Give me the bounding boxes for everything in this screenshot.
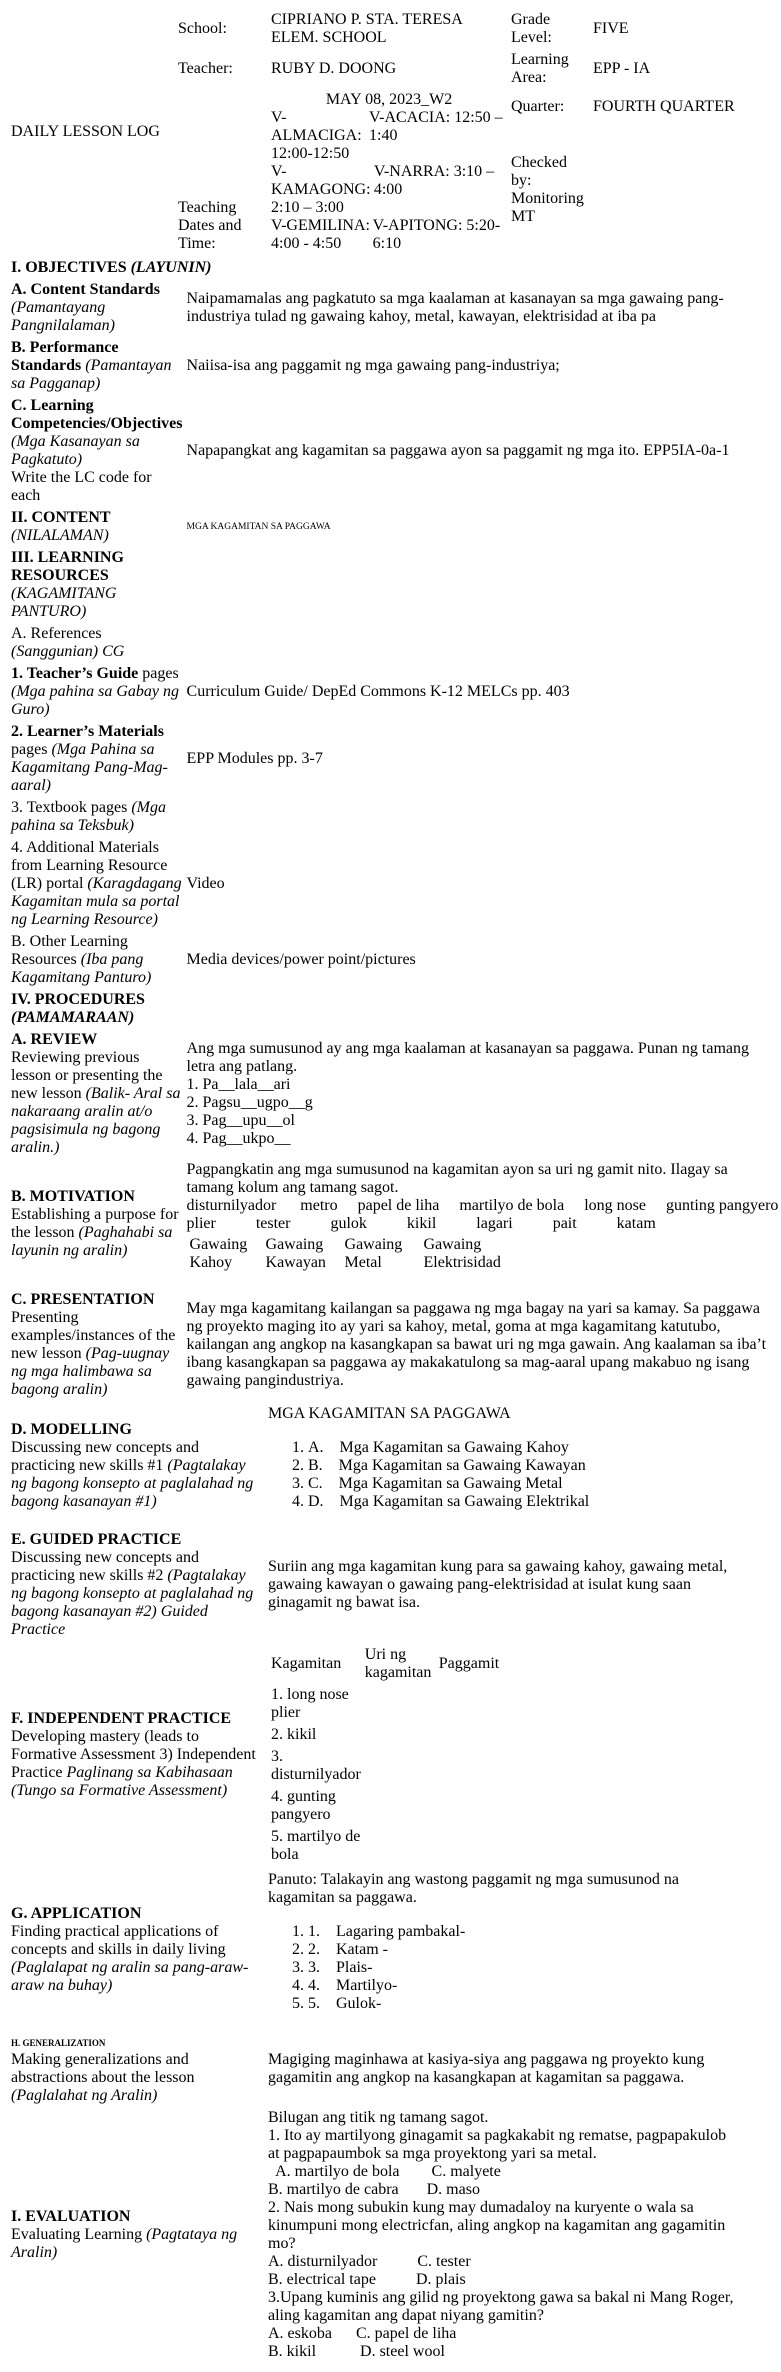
evaluation-line: 2. Nais mong subukin kung may dumadaloy na kuryente o wala sa kinumpuni mong electricfan, aling angkop na kagamitan ang gagamitin mo? <box>268 2199 726 2252</box>
schedule-2: V-ACACIA: 12:50 – 1:40 <box>369 109 503 144</box>
content-std-value: Naipamamalas ang pagkatuto sa mga kaalaman at kasanayan sa mga gawaing pang-industriya tulad ng gawaing kahoy, metal, kawayan, elektrisidad at iba pa <box>186 290 724 325</box>
school-value: CIPRIANO P. STA. TERESA ELEM. SCHOOL <box>271 11 462 46</box>
evaluation-line: B. electrical tape D. plais <box>268 2271 466 2288</box>
content-std-label: A. Content Standards (Pamantayang Pangnilalaman) <box>11 281 160 334</box>
application-content <box>267 1870 737 2030</box>
modelling-item: 2. B. Mga Kagamitan sa Gawaing Kawayan <box>308 1457 736 1475</box>
motivation-grid <box>187 1233 505 1287</box>
ind-header-uri: Uri ng kagamitan <box>364 1646 432 1681</box>
teacher-label: Teacher: <box>178 60 233 77</box>
other-resources-value: Media devices/power point/pictures <box>186 951 416 968</box>
review-content <box>186 1030 780 1158</box>
ind-row-label: 3. disturnilyador <box>271 1748 361 1783</box>
modelling-content <box>267 1404 737 1528</box>
application-item: 3. Plais- <box>308 1959 381 1976</box>
application-intro: Panuto: Talakayin ang wastong paggamit ng mga sumusunod na kagamitan sa paggawa. <box>268 1871 679 1906</box>
teacher-value: RUBY D. DOONG <box>271 60 397 77</box>
review-label: A. REVIEW Reviewing previous lesson or presenting the new lesson (Balik- Aral sa nakaraang aralin at/o pagsisimula ng bagong aralin.) <box>11 1031 181 1156</box>
schedule-cell <box>270 90 508 254</box>
ind-row-label: 2. kikil <box>271 1726 317 1743</box>
ind-row-label: 5. martilyo de bola <box>271 1828 361 1863</box>
evaluation-line: B. kikil D. steel wool <box>268 2343 445 2360</box>
content-value: MGA KAGAMITAN SA PAGGAWA <box>186 522 331 532</box>
checked-label: Checked by: Monitoring MT <box>511 154 584 226</box>
evaluation-line: A. disturnilyador C. tester <box>268 2253 471 2270</box>
motivation-content <box>186 1160 780 1288</box>
perf-std-value: Naiisa-isa ang paggamit ng mga gawaing pang-industriya; <box>186 357 560 374</box>
resources-heading: III. LEARNING RESOURCES (KAGAMITANG PANTURO) <box>11 549 124 620</box>
modelling-item: 1. A. Mga Kagamitan sa Gawaing Kahoy <box>308 1439 736 1457</box>
content-label: II. CONTENT (NILALAMAN) <box>11 509 111 544</box>
ind-header-kagamitan: Kagamitan <box>271 1655 342 1672</box>
schedule-6: V-APITONG: 5:20-6:10 <box>372 217 501 252</box>
generalization-value: Magiging maginhawa at kasiya-siya ang paggawa ng proyekto kung gagamitin ang angkop na kasangkapan at kagamitan sa paggawa. <box>268 2051 705 2086</box>
textbook-label: 3. Textbook pages (Mga pahina sa Teksbuk) <box>11 799 166 834</box>
grid-header-kawayan: Gawaing Kawayan <box>265 1236 326 1271</box>
lm-value: EPP Modules pp. 3-7 <box>186 750 323 767</box>
header-table <box>8 8 745 256</box>
ind-header-paggamit: Paggamit <box>438 1655 500 1672</box>
application-label: G. APPLICATION Finding practical applications of concepts and skills in daily living (Paglalapat ng aralin sa pang-araw-araw na buhay) <box>11 1905 249 1994</box>
other-resources-label: B. Other Learning Resources (Iba pang Kagamitang Panturo) <box>11 933 152 986</box>
schedule-3: V-KAMAGONG: 2:10 – 3:00 <box>271 163 371 216</box>
grid-header-elektrisidad: Gawaing Elektrisidad <box>423 1236 501 1271</box>
application-item: 5. Gulok- <box>308 1995 386 2012</box>
review-item-2: 2. Pagsu__ugpo__g <box>186 1094 313 1111</box>
evaluation-line: B. martilyo de cabra D. maso <box>268 2181 480 2198</box>
modelling-item: 4. D. Mga Kagamitan sa Gawaing Elektrikal <box>308 1493 736 1511</box>
area-value: EPP - IA <box>593 60 651 77</box>
dates-label: Teaching Dates and Time: <box>178 199 242 252</box>
review-item-3: 3. Pag__upu__ol <box>186 1112 295 1129</box>
independent-content <box>267 1642 737 1868</box>
objectives-heading: I. OBJECTIVES (LAYUNIN) <box>11 259 212 276</box>
modelling-heading: MGA KAGAMITAN SA PAGGAWA <box>268 1405 511 1422</box>
logo-cell <box>10 10 175 254</box>
page-title: DAILY LESSON LOG <box>11 123 160 140</box>
quarter-label: Quarter: <box>511 98 565 116</box>
perf-std-label: B. Performance Standards (Pamantayan sa Pagganap) <box>11 339 172 392</box>
ind-row-label: 4. gunting pangyero <box>271 1788 336 1823</box>
schedule-1: V-ALMACIGA: 12:00-12:50 <box>271 109 362 162</box>
motivation-words-2: plier tester gulok kikil lagari pait katam <box>186 1215 656 1232</box>
review-item-4: 4. Pag__ukpo__ <box>186 1130 291 1147</box>
ind-row-label: 1. long nose plier <box>271 1686 349 1721</box>
motivation-words-1: disturnilyador metro papel de liha martilyo de bola long nose gunting pangyero <box>186 1197 779 1214</box>
grade-value: FIVE <box>593 20 629 37</box>
lr-portal-value: Video <box>186 875 225 892</box>
independent-table <box>268 1643 502 1867</box>
review-item-1: 1. Pa__lala__ari <box>186 1076 291 1093</box>
presentation-label: C. PRESENTATION Presenting examples/instances of the new lesson (Pag-uugnay ng mga halimbawa sa bagong aralin) <box>11 1291 176 1398</box>
schedule-4: V-NARRA: 3:10 – 4:00 <box>373 163 495 198</box>
modelling-list <box>268 1439 736 1511</box>
lesson-table-1 <box>8 256 781 1402</box>
evaluation-line: A. martilyo de bola C. malyete <box>268 2163 501 2180</box>
independent-label: F. INDEPENDENT PRACTICE Developing mastery (leads to Formative Assessment 3) Independent Practice Paglinang sa Kabihasaan (Tungo sa Formative Assessment) <box>11 1710 256 1799</box>
application-list <box>268 1923 736 2013</box>
presentation-value: May mga kagamitang kailangan sa paggawa ng mga bagay na yari sa kamay. Sa paggawa ng proyekto maging ito ay yari sa kahoy, metal, goma at mga kagamitang katutubo, kailangan ang angkop na kasangkapan sa bawat uri ng mga gawain. Ang kaalaman sa iba’t ibang kasangkapan sa paggawa ay makakatulong sa mag-aaral upang makabuo ng isang gawaing pangindustriya. <box>186 1300 767 1389</box>
evaluation-label: I. EVALUATION Evaluating Learning (Pagtataya ng Aralin) <box>11 2208 238 2261</box>
review-intro: Ang mga sumusunod ay ang mga kaalaman at kasanayan sa paggawa. Punan ng tamang letra ang patlang. <box>186 1040 750 1075</box>
schedule-5: V-GEMILINA: 4:00 - 4:50 <box>271 217 370 252</box>
school-label: School: <box>178 20 227 37</box>
application-item: 1. Lagaring pambakal- <box>308 1923 470 1940</box>
evaluation-line: Bilugan ang titik ng tamang sagot. <box>268 2109 489 2126</box>
evaluation-line: 3.Upang kuminis ang gilid ng proyektong gawa sa bakal ni Mang Roger, aling kagamitan ang dapat niyang gamitin? <box>268 2289 734 2324</box>
application-item: 4. Martilyo- <box>308 1977 402 1994</box>
procedures-heading: IV. PROCEDURES (PAMAMARAAN) <box>11 991 145 1026</box>
evaluation-content <box>267 2108 737 2362</box>
competency-label: C. Learning Competencies/Objectives (Mga Kasanayan sa Pagkatuto) Write the LC code for each <box>11 397 183 504</box>
references-label: A. References (Sanggunian) CG <box>11 625 125 660</box>
generalization-label: H. GENERALIZATION Making generalizations and abstractions about the lesson (Paglalahat ng Aralin) <box>11 2038 195 2104</box>
modelling-item: 3. C. Mga Kagamitan sa Gawaing Metal <box>308 1475 736 1493</box>
lesson-table-2 <box>8 1402 739 2364</box>
tg-value: Curriculum Guide/ DepEd Commons K-12 MELCs pp. 403 <box>186 683 570 700</box>
lm-label: 2. Learner’s Materials pages (Mga Pahina sa Kagamitang Pang-Mag-aaral) <box>11 723 168 794</box>
quarter-value: FOURTH QUARTER <box>593 98 735 116</box>
motivation-label: B. MOTIVATION Establishing a purpose for the lesson (Paghahabi sa layunin ng aralin) <box>11 1188 179 1259</box>
guided-value: Suriin ang mga kagamitan kung para sa gawaing kahoy, gawaing metal, gawaing kawayan o gawaing pang-elektrisidad at isulat kung saan ginagamit ng bawat isa. <box>268 1558 728 1611</box>
evaluation-line: A. eskoba C. papel de liha <box>268 2325 457 2342</box>
grid-header-metal: Gawaing Metal <box>344 1236 403 1271</box>
motivation-intro: Pagpangkatin ang mga sumusunod na kagamitan ayon sa uri ng gamit nito. Ilagay sa tamang kolum ang tamang sagot. <box>186 1161 728 1196</box>
guided-label: E. GUIDED PRACTICE Discussing new concepts and practicing new skills #2 (Pagtalakay ng bagong konsepto at paglalahad ng bagong kasanayan #2) Guided Practice <box>11 1531 254 1638</box>
grid-header-kahoy: Gawaing Kahoy <box>189 1236 248 1271</box>
area-label: Learning Area: <box>511 51 569 86</box>
tg-label: 1. Teacher’s Guide pages (Mga pahina sa Gabay ng Guro) <box>11 665 179 718</box>
application-item: 2. Katam - <box>308 1941 392 1958</box>
checked-value <box>592 126 743 254</box>
grade-label: Grade Level: <box>511 11 552 46</box>
evaluation-line: 1. Ito ay martilyong ginagamit sa pagkakabit ng rematse, pagpapakulob at pagpapaumbok sa mga proyektong yari sa metal. <box>268 2127 727 2162</box>
modelling-label: D. MODELLING Discussing new concepts and practicing new skills #1 (Pagtalakay ng bagong konsepto at paglalahad ng bagong kasanayan #1) <box>11 1421 254 1510</box>
lr-portal-label: 4. Additional Materials from Learning Resource (LR) portal (Karagdagang Kagamitan mula sa portal ng Learning Resource) <box>11 839 182 928</box>
date-value: MAY 08, 2023_W2 <box>325 91 453 108</box>
competency-value: Napapangkat ang kagamitan sa paggawa ayon sa paggamit ng mga ito. EPP5IA-0a-1 <box>186 442 730 459</box>
